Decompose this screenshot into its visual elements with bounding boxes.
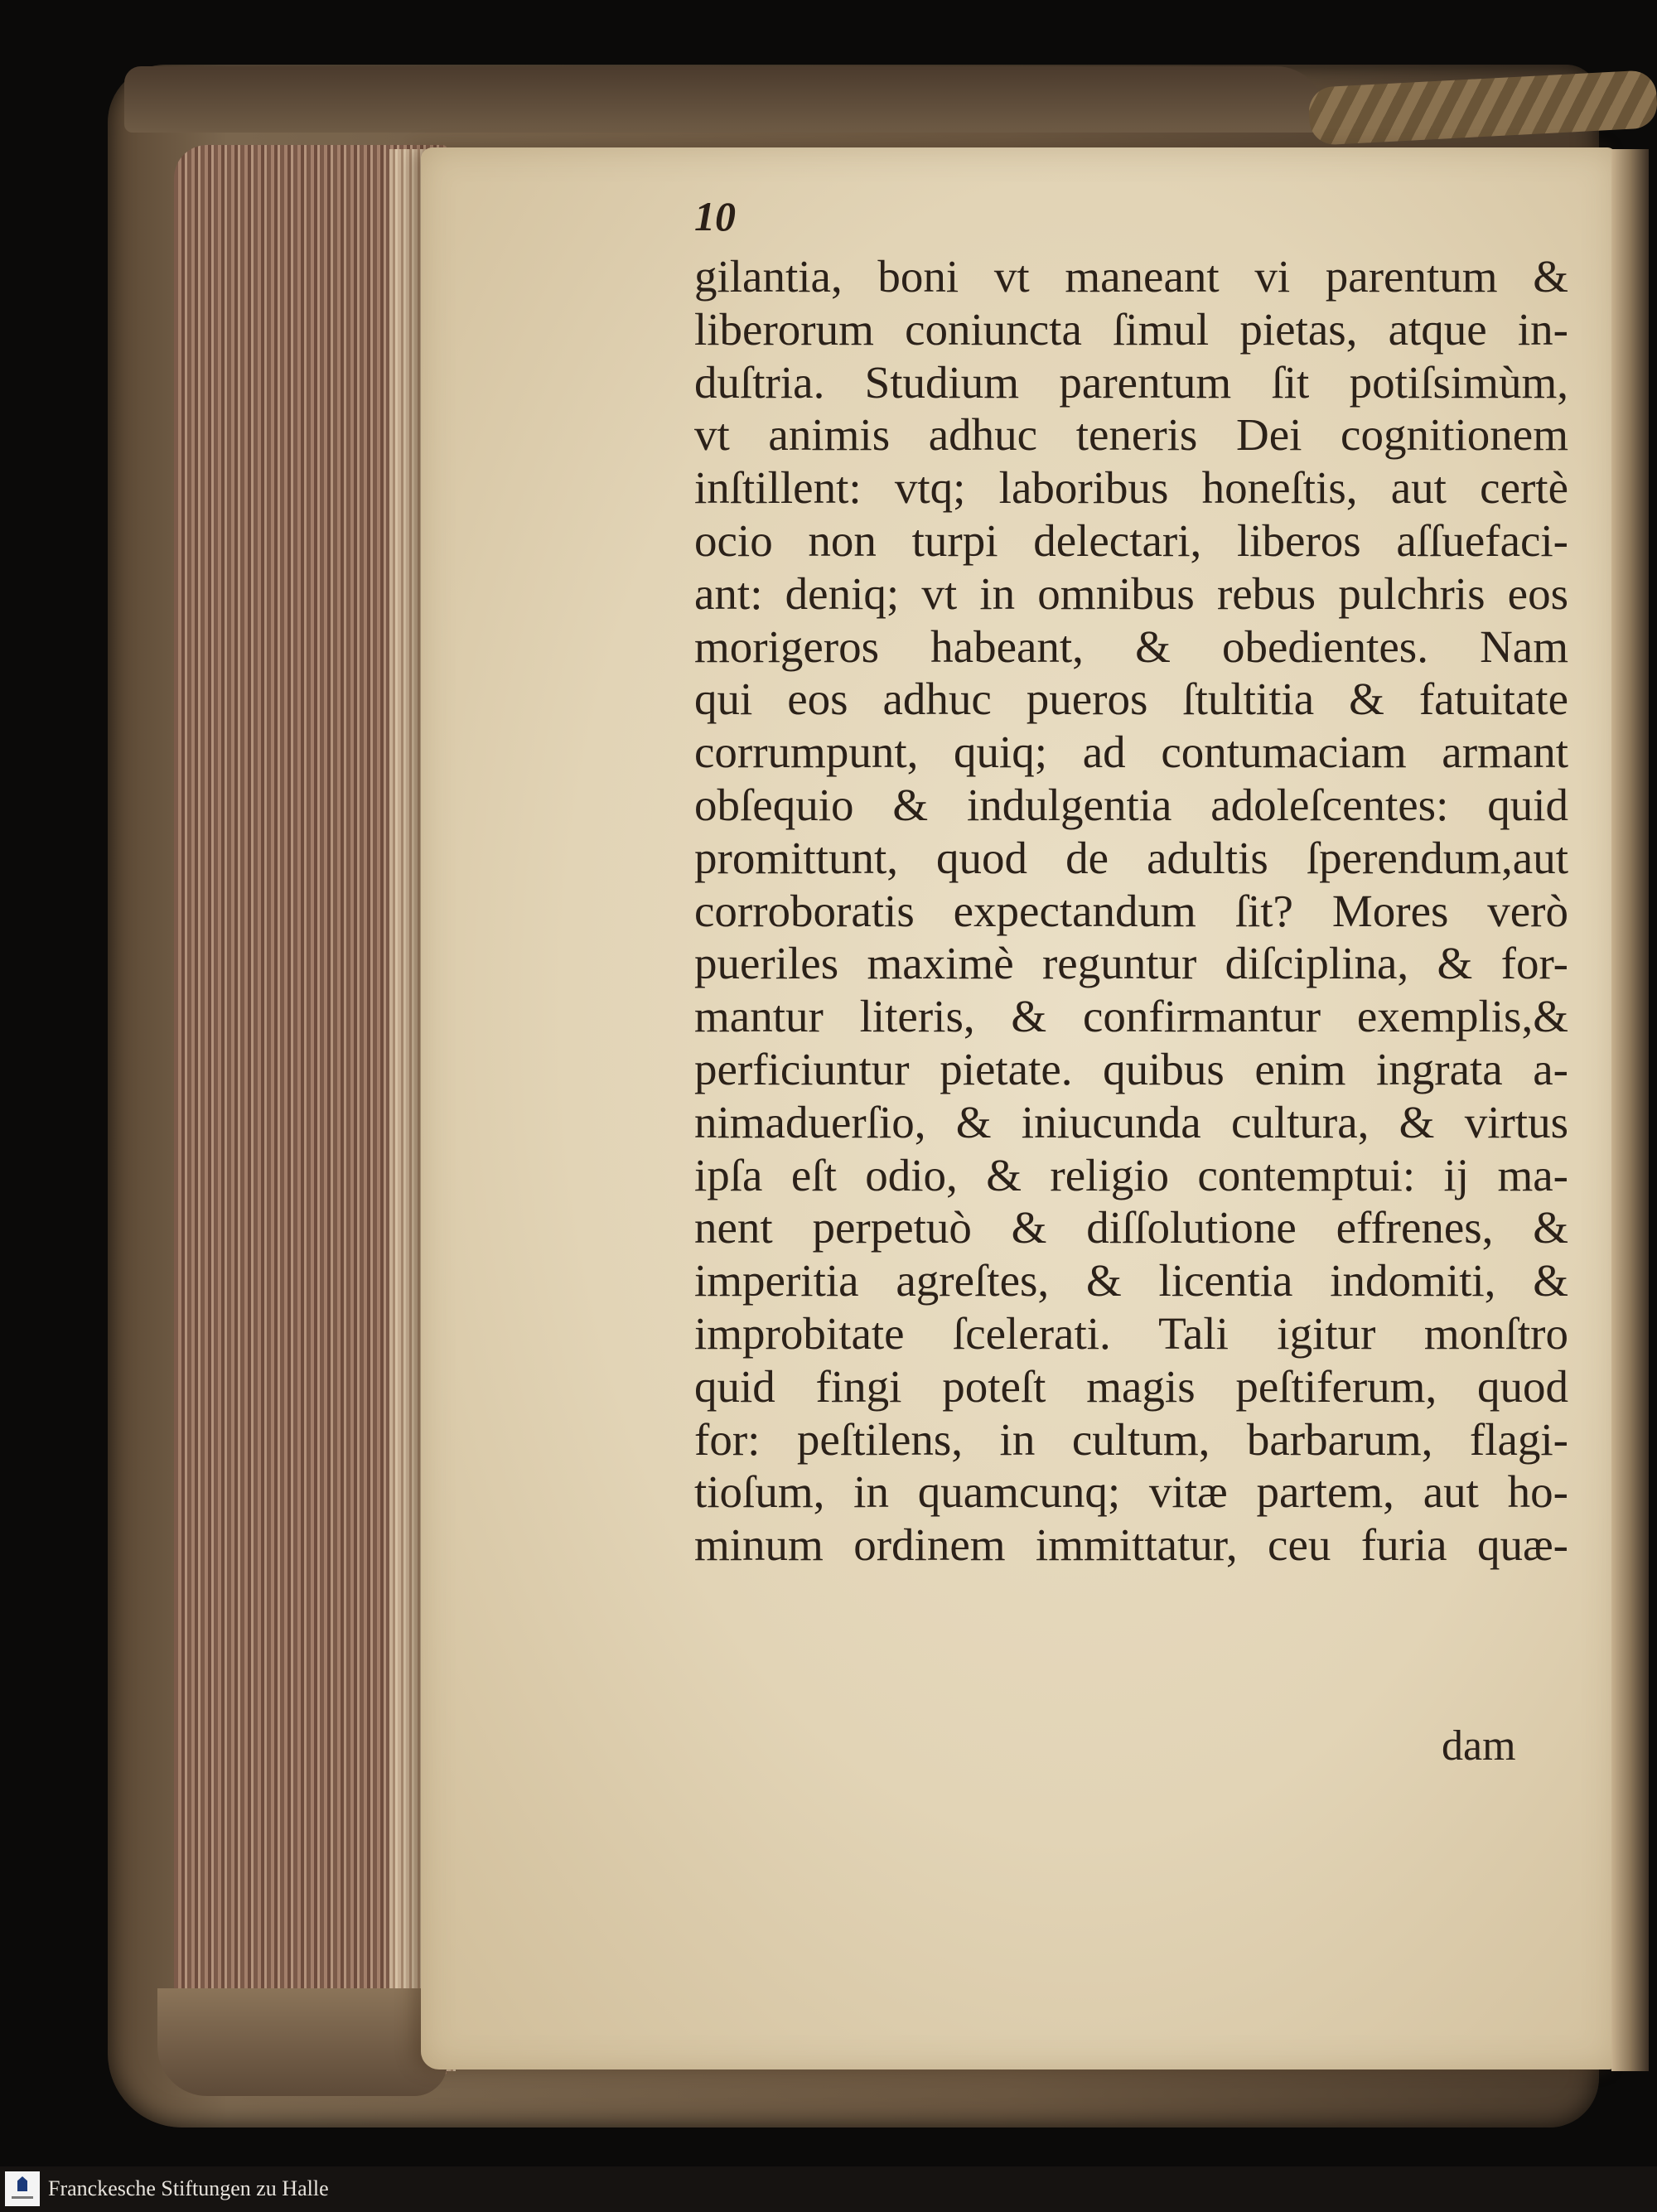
text-line: minum ordinem immittatur, ceu furia quæ- <box>694 1519 1568 1571</box>
text-line: perficiuntur pietate. quibus enim ingrata a- <box>694 1043 1568 1094</box>
text-line: imperitia agreſtes, & licentia indomiti, & <box>694 1255 1568 1306</box>
page-right-edge <box>1611 149 1649 2071</box>
page-text <box>694 250 1568 1572</box>
text-line: quid fingi poteſt magis peſtiferum, quod <box>694 1360 1568 1412</box>
page-number: 10 <box>694 193 736 239</box>
text-line: ipſa eſt odio, & religio contemptui: ij ma- <box>694 1149 1568 1200</box>
text-line: pueriles maximè reguntur diſciplina, & for- <box>694 938 1568 989</box>
text-line: corroboratis expectandum ſit? Mores verò <box>694 885 1568 936</box>
cover-top-edge <box>124 66 1326 133</box>
logo-wordmark-bar <box>12 2196 33 2199</box>
text-line: qui eos adhuc pueros ſtultitia & fatuitate <box>694 674 1568 725</box>
text-line: for: peſtilens, in cultum, barbarum, flagi- <box>694 1413 1568 1465</box>
text-line: liberorum coniuncta ſimul pietas, atque in- <box>694 303 1568 355</box>
text-line: mantur literis, & confirmantur exemplis,& <box>694 991 1568 1042</box>
text-line: ant: deniq; vt in omnibus rebus pulchris eos <box>694 567 1568 619</box>
cover-bottom-edge <box>157 1988 447 2096</box>
footer-bar <box>0 2166 1657 2212</box>
text-line: morigeros habeant, & obedientes. Nam <box>694 621 1568 672</box>
footer-institution-label: Franckesche Stiftungen zu Halle <box>48 2176 329 2200</box>
text-line: duſtria. Studium parentum ſit potiſsimùm, <box>694 356 1568 408</box>
text-line: improbitate ſcelerati. Tali igitur monſtro <box>694 1307 1568 1359</box>
text-line: obſequio & indulgentia adoleſcentes: quid <box>694 779 1568 830</box>
text-line: vt animis adhuc teneris Dei cognitionem <box>694 409 1568 461</box>
text-line: ocio non turpi delectari, liberos aſſuefaci- <box>694 514 1568 566</box>
text-line: tioſum, in quamcunq; vitæ partem, aut ho- <box>694 1466 1568 1518</box>
logo-building-mark <box>17 2176 27 2191</box>
text-line: corrumpunt, quiq; ad contumaciam armant <box>694 727 1568 778</box>
catchword: dam <box>1442 1722 1516 1770</box>
text-line: gilantia, boni vt maneant vi parentum & <box>694 251 1568 302</box>
text-line: promittunt, quod de adultis ſperendum,aut <box>694 832 1568 883</box>
franckesche-stiftungen-logo-icon[interactable] <box>5 2171 40 2206</box>
text-line: inſtillent: vtq; laboribus honeſtis, aut certè <box>694 462 1568 514</box>
text-line: nimaduerſio, & iniucunda cultura, & virtus <box>694 1096 1568 1147</box>
text-line: nent perpetuò & diſſolutione effrenes, & <box>694 1202 1568 1253</box>
